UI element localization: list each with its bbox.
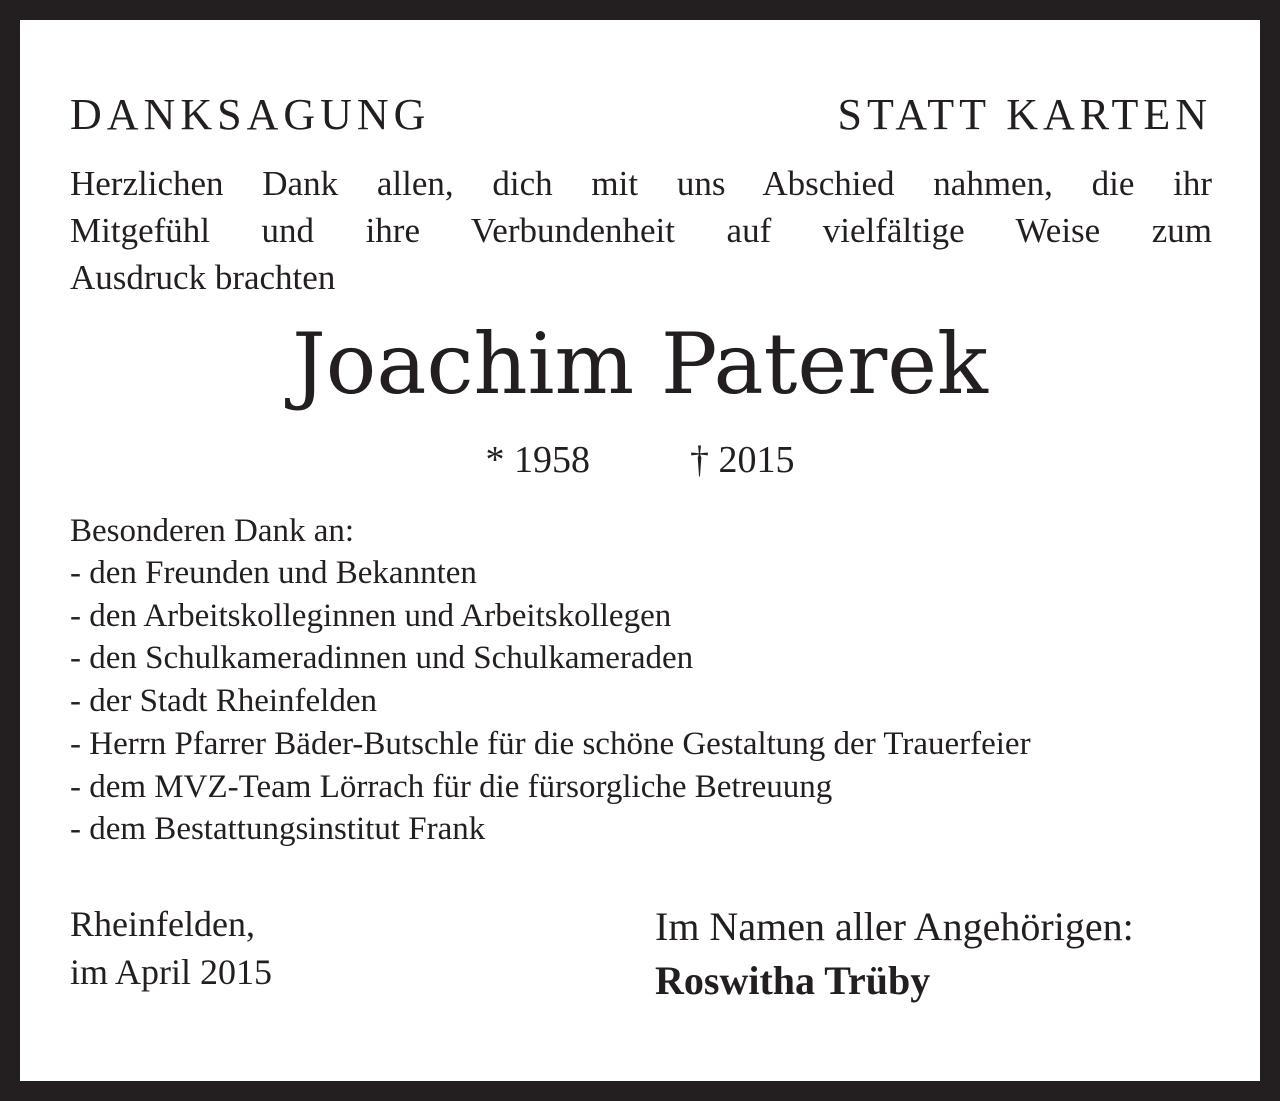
list-item: - der Stadt Rheinfelden [70, 683, 377, 720]
intro-line: Mitgefühl und ihre Verbundenheit auf vielfältige Weise zum [70, 211, 1212, 250]
deceased-name: Joachim Paterek [292, 315, 988, 413]
list-item: - Herrn Pfarrer Bäder-Butschle für die schöne Gestaltung der Trauerfeier [70, 725, 1031, 762]
signer-name: Roswitha Trüby [655, 958, 931, 1003]
thanks-list [70, 552, 1031, 851]
death-year: † 2015 [690, 439, 795, 481]
obituary-card [20, 20, 1260, 1081]
list-item: - den Freunden und Bekannten [70, 555, 477, 591]
heading-statt-karten: STATT KARTEN [837, 90, 1212, 139]
date: im April 2015 [70, 952, 273, 992]
thanks-title: Besonderen Dank an: [70, 513, 355, 549]
on-behalf-text: Im Namen aller Angehörigen: [655, 904, 1134, 949]
place: Rheinfelden, [70, 904, 255, 944]
birth-year: * 1958 [485, 439, 590, 481]
signoff [655, 900, 1134, 1008]
intro-paragraph [70, 160, 1212, 301]
place-date [70, 900, 272, 996]
list-item: - den Schulkameradinnen und Schulkameraden [70, 640, 694, 677]
life-dates [20, 438, 1260, 482]
intro-line: Ausdruck brachten [70, 258, 336, 297]
list-item: - dem Bestattungsinstitut Frank [70, 811, 486, 848]
intro-line: Herzlichen Dank allen, dich mit uns Abschied nahmen, die ihr [70, 164, 1212, 203]
heading-danksagung: DANKSAGUNG [70, 90, 431, 139]
list-item: - dem MVZ-Team Lörrach für die fürsorgliche Betreuung [70, 768, 833, 805]
list-item: - den Arbeitskolleginnen und Arbeitskollegen [70, 597, 672, 634]
